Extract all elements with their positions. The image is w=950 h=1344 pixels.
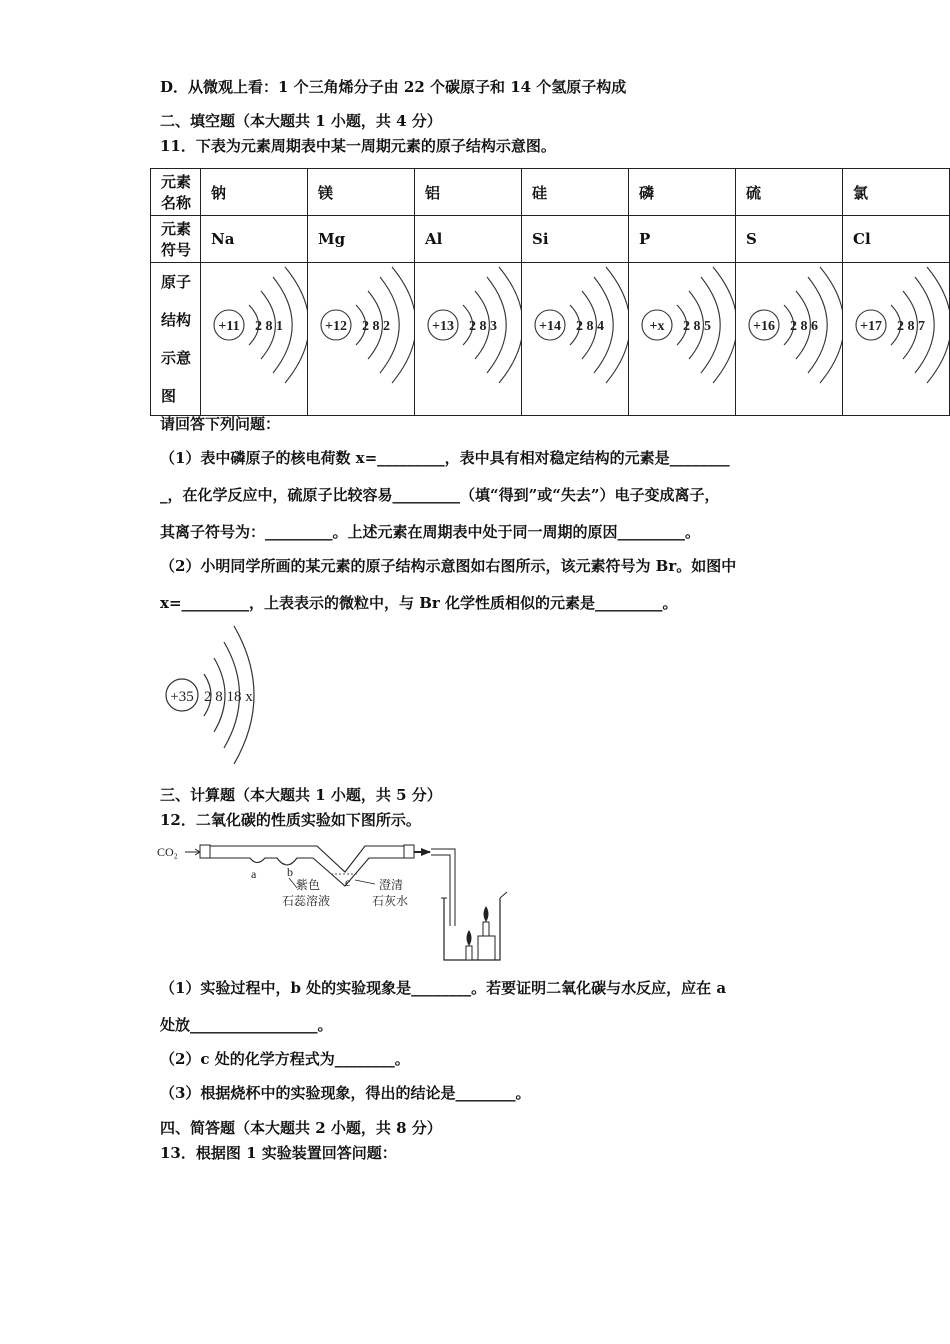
- tall-candle: [483, 922, 489, 936]
- option-d-text: D．从微观上看：1 个三角烯分子由 22 个碳原子和 14 个氢原子构成: [160, 78, 627, 96]
- br-nucleus-label: +35: [170, 689, 194, 705]
- electron-shell-numbers: 2 8 7: [897, 319, 925, 334]
- co2-label: CO₂: [157, 845, 178, 859]
- row-header-symbol: 元素符号: [151, 216, 201, 263]
- row-header-name: 元素名称: [151, 169, 201, 216]
- atom-diagram-al: [415, 265, 521, 413]
- question-12-stem: 12．二氧化碳的性质实验如下图所示。: [160, 811, 421, 829]
- q12-part2: （2）c 处的化学方程式为________。: [160, 1050, 410, 1068]
- left-stopper: [200, 845, 210, 858]
- right-stopper: [404, 845, 414, 858]
- delivery-tube-inner: [431, 855, 450, 926]
- litmus-label-line2: 石蕊溶液: [282, 894, 331, 908]
- tall-candle-flame: [484, 906, 489, 922]
- atom-diagram-na: [201, 265, 307, 413]
- section-2-heading: 二、填空题（本大题共 1 小题，共 4 分）: [160, 112, 442, 130]
- limewater-label-line1: 澄清: [379, 878, 404, 892]
- element-symbol-si: Si: [522, 216, 629, 263]
- electron-shell-arc: [713, 267, 735, 383]
- element-name-na: 钠: [201, 169, 308, 216]
- element-symbol-mg: Mg: [308, 216, 415, 263]
- atom-cell: [201, 263, 308, 416]
- row-header-structure-line1: 原子结构: [161, 273, 192, 329]
- element-name-al: 铝: [415, 169, 522, 216]
- section-3-heading: 三、计算题（本大题共 1 小题，共 5 分）: [160, 786, 442, 804]
- nucleus-charge: +x: [649, 319, 665, 334]
- electron-shell-arc: [499, 267, 521, 383]
- element-name-cl: 氯: [843, 169, 950, 216]
- atom-diagram-si: [522, 265, 628, 413]
- atom-cell: [308, 263, 415, 416]
- atom-cell: [736, 263, 843, 416]
- short-candle: [466, 946, 472, 960]
- electron-shell-numbers: 2 8 5: [683, 319, 711, 334]
- connector-clip: [421, 848, 431, 856]
- atom-diagram-mg: [308, 265, 414, 413]
- tube-top-wall: [210, 846, 410, 872]
- atom-diagram-p: [629, 265, 735, 413]
- electron-shell-numbers: 2 8 2: [362, 319, 390, 334]
- nucleus-charge: +16: [753, 319, 775, 334]
- table-row: [151, 169, 950, 216]
- element-symbol-al: Al: [415, 216, 522, 263]
- candle-step: [478, 936, 495, 960]
- electron-shell-arc: [927, 267, 949, 383]
- nucleus-charge: +12: [325, 319, 347, 334]
- q11-part2-line2: x=_________，上表表示的微粒中，与 Br 化学性质相似的元素是_________。: [160, 594, 678, 612]
- br-atom-diagram: [160, 622, 290, 772]
- table-row: [151, 216, 950, 263]
- atom-diagram-cl: [843, 265, 949, 413]
- electron-shell-arc: [820, 267, 842, 383]
- electron-shell-arc: [285, 267, 307, 383]
- q12-part1-line2: 处放_________________。: [160, 1016, 333, 1034]
- question-13-stem: 13．根据图 1 实验装置回答问题：: [160, 1144, 397, 1162]
- limewater-label-line2: 石灰水: [372, 894, 409, 908]
- atom-diagram-s: [736, 265, 842, 413]
- atom-cell: [629, 263, 736, 416]
- atom-cell: [415, 263, 522, 416]
- nucleus-charge: +14: [539, 319, 561, 334]
- q11-part2-line1: （2）小明同学所画的某元素的原子结构示意图如右图所示，该元素符号为 Br。如图中: [160, 557, 737, 575]
- beaker-spout: [500, 892, 507, 898]
- element-symbol-na: Na: [201, 216, 308, 263]
- label-c: c: [345, 875, 351, 889]
- element-symbol-cl: Cl: [843, 216, 950, 263]
- nucleus-charge: +13: [432, 319, 454, 334]
- nucleus-charge: +17: [860, 319, 882, 334]
- element-name-p: 磷: [629, 169, 736, 216]
- co2-apparatus-diagram: [155, 836, 525, 972]
- delivery-tube-outer: [431, 849, 455, 926]
- element-name-s: 硫: [736, 169, 843, 216]
- label-a: a: [251, 867, 257, 881]
- q11-part1-line1: （1）表中磷原子的核电荷数 x=_________，表中具有相对稳定结构的元素是________: [160, 449, 730, 467]
- short-candle-flame: [467, 930, 472, 946]
- element-symbol-p: P: [629, 216, 736, 263]
- nucleus-charge: +11: [218, 319, 240, 334]
- q12-part3: （3）根据烧杯中的实验现象，得出的结论是________。: [160, 1084, 531, 1102]
- electron-shell-numbers: 2 8 1: [255, 319, 283, 334]
- row-header-structure: [151, 263, 201, 416]
- electron-shell-arc: [392, 267, 414, 383]
- label-b: b: [287, 865, 293, 879]
- electron-shell-numbers: 2 8 6: [790, 319, 818, 334]
- atom-cell: [843, 263, 950, 416]
- label-c-leader: [355, 880, 375, 884]
- element-name-si: 硅: [522, 169, 629, 216]
- question-11-stem: 11．下表为元素周期表中某一周期元素的原子结构示意图。: [160, 137, 556, 155]
- row-header-structure-line2: 示意图: [161, 349, 192, 405]
- electron-shell-numbers: 2 8 4: [576, 319, 604, 334]
- q11-part1-line3: 其离子符号为：_________。上述元素在周期表中处于同一周期的原因_________。: [160, 523, 701, 541]
- atom-cell: [522, 263, 629, 416]
- section-4-heading: 四、简答题（本大题共 2 小题，共 8 分）: [160, 1119, 442, 1137]
- element-table: [150, 168, 950, 416]
- element-symbol-s: S: [736, 216, 843, 263]
- litmus-label-line1: 紫色: [296, 878, 321, 892]
- electron-shell-arc: [606, 267, 628, 383]
- element-name-mg: 镁: [308, 169, 415, 216]
- please-answer-text: 请回答下列问题：: [160, 415, 281, 433]
- table-row: [151, 263, 950, 416]
- br-shell-numbers: 2 8 18 x: [204, 689, 253, 705]
- electron-shell-numbers: 2 8 3: [469, 319, 497, 334]
- q11-part1-line2: _，在化学反应中，硫原子比较容易_________（填“得到”或“失去”）电子变成离子，: [160, 486, 720, 504]
- q12-part1-line1: （1）实验过程中，b 处的实验现象是________。若要证明二氧化碳与水反应，应在 a: [160, 979, 727, 997]
